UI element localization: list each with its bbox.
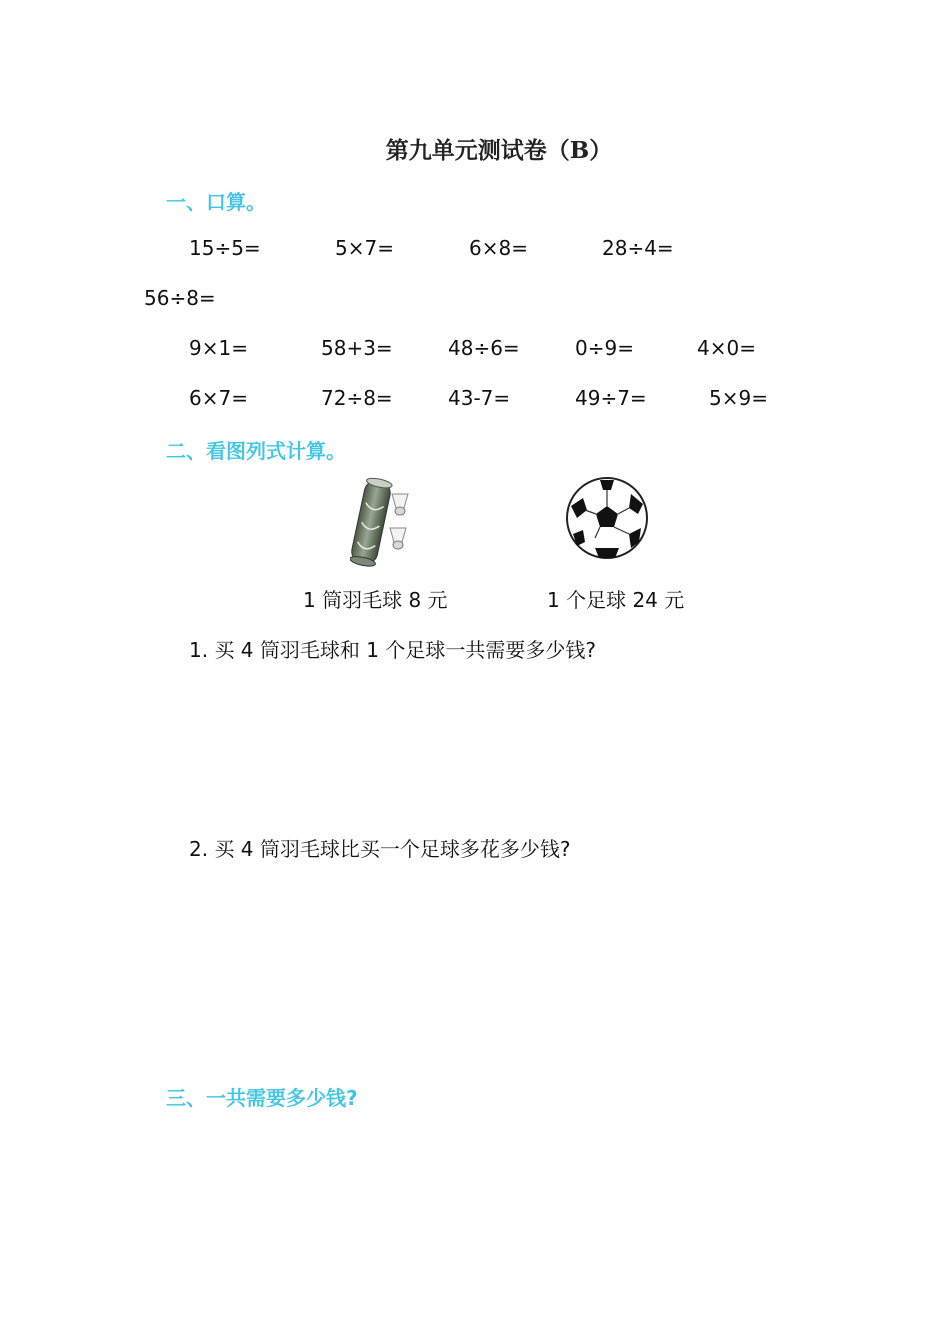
page-title: 第九单元测试卷（B） (385, 137, 613, 164)
calc-item: 6×7= (189, 386, 248, 410)
calc-item: 43-7= (448, 386, 511, 410)
calc-item: 48÷6= (448, 336, 520, 360)
calc-item: 4×0= (697, 336, 756, 360)
question-1: 1. 买 4 筒羽毛球和 1 个足球一共需要多少钱? (189, 638, 596, 662)
section-heading-total-cost: 三、一共需要多少钱? (166, 1086, 358, 1110)
calc-item: 6×8= (469, 236, 528, 260)
badminton-tube-icon (350, 474, 420, 570)
calc-item: 28÷4= (602, 236, 674, 260)
football-icon (565, 476, 649, 560)
badminton-caption: 1 筒羽毛球 8 元 (303, 588, 448, 612)
calc-item: 5×9= (709, 386, 768, 410)
section-heading-oral-calc: 一、口算。 (166, 190, 266, 214)
calc-item: 58+3= (321, 336, 393, 360)
question-2: 2. 买 4 筒羽毛球比买一个足球多花多少钱? (189, 837, 571, 861)
calc-item: 5×7= (335, 236, 394, 260)
calc-item: 0÷9= (575, 336, 634, 360)
calc-item: 56÷8= (144, 286, 216, 310)
calc-item: 49÷7= (575, 386, 647, 410)
section-heading-picture-calc: 二、看图列式计算。 (166, 439, 346, 463)
football-caption: 1 个足球 24 元 (547, 588, 685, 612)
calc-item: 72÷8= (321, 386, 393, 410)
calc-item: 9×1= (189, 336, 248, 360)
calc-item: 15÷5= (189, 236, 261, 260)
